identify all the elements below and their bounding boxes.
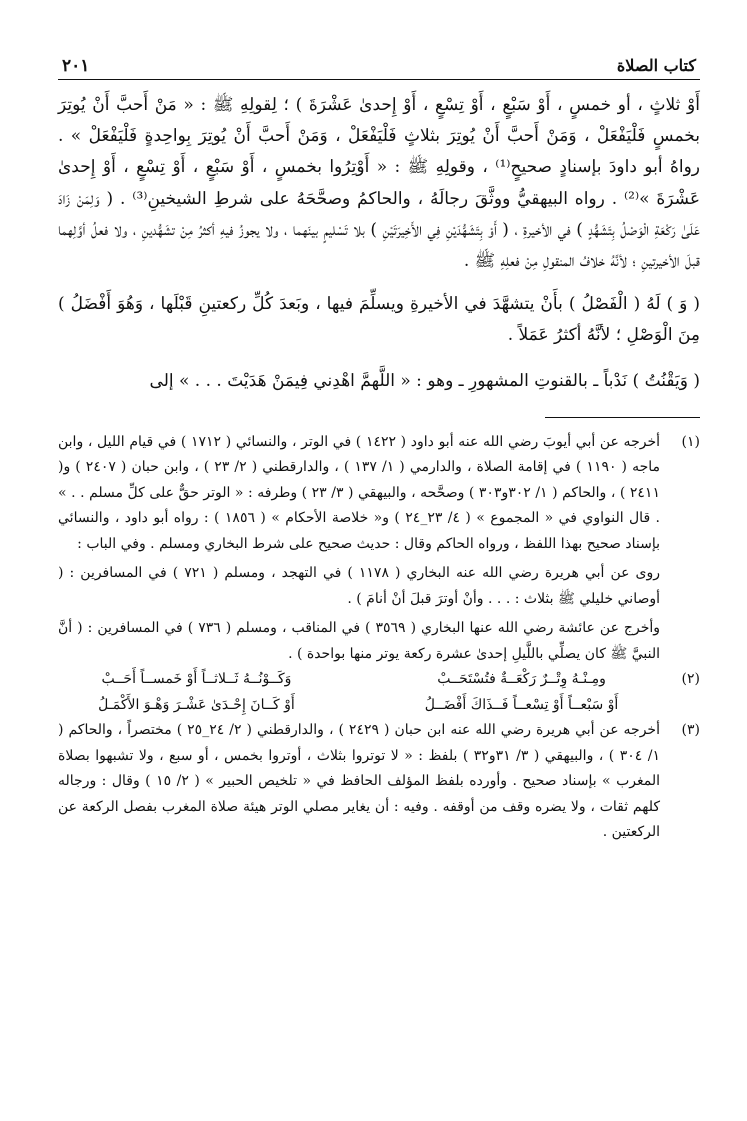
footnote-3 (58, 718, 700, 846)
poem-hemistich: ومِـنْـهُ وِتْــرٌ رَكْعَــةٌ فتُسْتَحَــبْ (437, 671, 606, 688)
footnotes (58, 430, 700, 846)
poem (58, 667, 660, 718)
footnote-1 (58, 430, 700, 668)
footnote-number: (٢) (681, 671, 700, 688)
footnote-text: وأخرج عن عائشة رضي الله عنها البخاري ( ٣٥٦٩ ) في المناقب ، ومسلم ( ٧٣٦ ) في المسافرين : ( أنَّ النبيَّ ﷺ كان يصلِّي باللَّيلِ إحدىٰ عشرة ركعة يوتر منها بواحدة ) . (58, 620, 660, 662)
footnote-number: (٣) (681, 722, 700, 739)
page-number: ٢٠١ (62, 56, 90, 76)
footnote-text: روى عن أبي هريرة رضي الله عنه البخاري ( ١١٧٨ ) في التهجد ، ومسلم ( ٧٢١ ) في المسافرين : ( أوصاني خليلي ﷺ بثلاث : . . . وأنْ أوترَ قبلَ أنْ أنامَ ) . (58, 565, 661, 607)
running-header (58, 56, 700, 80)
poem-hemistich: وَكَــوْنُــهُ ثَــلاثــاً أَوْ خَمســاً أَحَــبْ (101, 671, 292, 688)
poem-hemistich: أَوْ سَبْعــاً أَوْ تِسْعــاً فَــذَاكَ أَفْضَــلُ (424, 696, 619, 713)
footnote-text: أخرجه عن أبي هريرة رضي الله عنه ابن حبان ( ٢٤٢٩ ) ، والدارقطني ( ٢/ ٢٤_٢٥ ) مختصراً ، والحاكم ( ١/ ٣٠٤ ) ، والبيهقي ( ٣/ ٣١و٣٢ ) بلفظ : « لا توتروا بثلاث ، أوتروا بخمس ، أو سبع ، ولا تشبهوا بصلاة المغرب » بإسناد صحيح . وأورده بلفظ المؤلف الحافظ في « تلخيص الحبير » ( ٢/ ١٥ ) وقال : ورجاله كلهم ثقات ، ولا يضره وقف من أوقفه . وفيه : أن يغاير مصلي الوتر هيئة صلاة المغرب بفصل الركعة عن الركعتين . (58, 722, 661, 841)
poem-hemistich: أَوْ كَــانَ إِحْـدَىٰ عَشْـرَ وَهْـوَ الأَكْمَـلُ (98, 696, 295, 713)
main-paragraph: ( وَ ) لَهُ ( الْفَصْلُ ) بأَنْ يتشهَّدَ في الأخيرةِ ويسلِّمَ فيها ، وبَعدَ كُلِّ ركعتينِ قَبْلَها ، وَهُوَ أَفْضَلُ ) مِنَ الْوَصْلِ ؛ لأنَّهُ أكثرُ عَمَلاً . (58, 294, 700, 346)
main-paragraph: ( وَيَقْنُتُ ) نَدْباً ـ بالقنوتِ المشهورِ ـ وهو : « اللَّهمَّ اهْدِني فِيمَنْ هَدَيْتَ . . . » إلى (149, 370, 700, 391)
book-page (58, 56, 700, 846)
poem-line (58, 693, 660, 719)
main-paragraph: أَوْ ثلاثٍ ، أو خمسٍ ، أَوْ سَبْعٍ ، أَوْ تِسْعٍ ، أَوْ إِحدىٰ عَشْرَةَ ) ؛ لِقولِهِ ﷺ : « مَنْ أَحبَّ أَنْ يُوتِرَ بخمسٍ فَلْيَفْعَلْ ، وَمَنْ أَحبَّ أَنْ يُوتِرَ بثلاثٍ فَلْيَفْعَلْ ، وَمَنْ أَحبَّ أَنْ يُوتِرَ بِواحِدةٍ فَلْيَفْعَلْ » . رواهُ أبو داودَ بإسنادٍ صحيحٍ⁽¹⁾ ، وقولِهِ ﷺ : « أَوْتِرُوا بخمسٍ ، أَوْ سَبْعٍ ، أَوْ تِسْعٍ ، أَوْ إِحدىٰ عَشْرَةَ »⁽²⁾ . رواه البيهقيُّ ووثَّقَ رجالَهُ ، والحاكمُ وصحَّحَهُ على شرطِ الشيخينِ⁽³⁾ . ( وَلِمَنْ زَادَ عَلَىٰ رَكْعَةِ الْوَصْلُ بِتَشَهُّدٍ ) في الأخيرةِ ، ( أَوْ بِتَشَهُّدَيْنِ فِي الأَخِيرَتَيْنِ ) بلا تَسْليمٍ بينَهما ، ولا يجوزُ فيهِ أكثرُ مِنْ تشَهُّدينِ ، ولا فعلُ أوَّلِهما قبلَ الأخيرتينِ ؛ لأنَّهُ خلافُ المنقولِ مِنْ فعلِهِ ﷺ . (58, 95, 700, 272)
footnote-2 (58, 667, 700, 718)
poem-line (58, 667, 660, 693)
footnote-number: (١) (681, 433, 700, 450)
main-text (58, 90, 700, 397)
chapter-title: كتاب الصلاة (616, 56, 696, 75)
footnote-text: أخرجه عن أبي أيوبَ رضي الله عنه أبو داود ( ١٤٢٢ ) في الوتر ، والنسائي ( ١٧١٢ ) في قيام الليل ، وابن ماجه ( ١١٩٠ ) في إقامة الصلاة ، والدارمي ( ١/ ١٣٧ ) ، والدارقطني ( ٢/ ٢٣ ) ، وابن حبان ( ٢٤٠٧ ) و( ٢٤١١ ) ، والحاكم ( ١/ ٣٠٢و٣٠٣ ) وصحَّحه ، والبيهقي ( ٣/ ٢٣ ) وطرفه : « الوتر حقٌّ على كلِّ مسلم . . » . قال النواوي في « المجموع » ( ٤/ ٢٣_٢٤ ) و« خلاصة الأحكام » ( ١٨٥٦ ) : رواه أبو داود ، والنسائي بإسناد صحيح بهذا اللفظ ، ورواه الحاكم وقال : حديث صحيح على شرط البخاري ومسلم . وفي الباب : (58, 433, 661, 552)
footnote-separator (545, 417, 700, 418)
